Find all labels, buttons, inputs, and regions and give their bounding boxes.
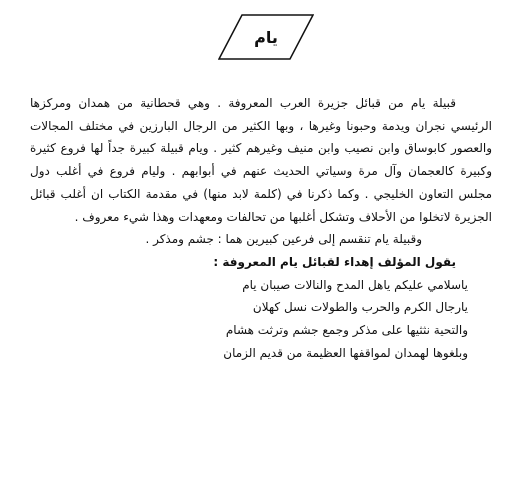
- poem-line: يارجال الكرم والحرب والطولات نسل كهلان: [252, 300, 468, 315]
- poem-line: ياسلامي عليكم ياهل المدح والنالات صيبان يام: [242, 277, 468, 292]
- author-dedication-line: يقول المؤلف إهداء لقبائل يام المعروفة :: [213, 254, 456, 269]
- intro-paragraph: قبيلة يام من قبائل جزيرة العرب المعروفة . وهي قحطانية من همدان ومركزها الرئيسي نجران ويدمة وحبونا وغيرها ، وبها الكثير من الرجال البارزين في مختلف المجالات والعصور كابوساق وابن نصيب وابن منيف وغيرهم كثير . ويام قبيلة كبيرة جداً لها فروع كثيرة وكبيرة كالعجمان وآل مرة وسياتي الحديث عنهم في أبوابهم . وليام فروع في أغلب دول مجلس التعاون الخليجي . وكما ذكرنا في (كلمة لابد منها) في مقدمة الكتاب ان أغلب قبائل الجزيرة لاتخلوا من الأحلاف وتشكل أغلبها من تحالفات ومعهدات وهذا شيء معروف .: [30, 96, 492, 224]
- title-box: [218, 14, 314, 60]
- page-title: يام: [254, 27, 278, 47]
- page-body: [30, 92, 492, 364]
- poem-line: والتحية نثثيها على مذكر وجمع جشم وترثت هشام: [225, 323, 468, 338]
- branches-line: وقبيلة يام تنقسم إلى فرعين كبيرين هما : جشم ومذكر .: [145, 232, 422, 247]
- poem-line: وبلغوها لهمدان لمواقفها العظيمة من قديم الزمان: [223, 345, 468, 360]
